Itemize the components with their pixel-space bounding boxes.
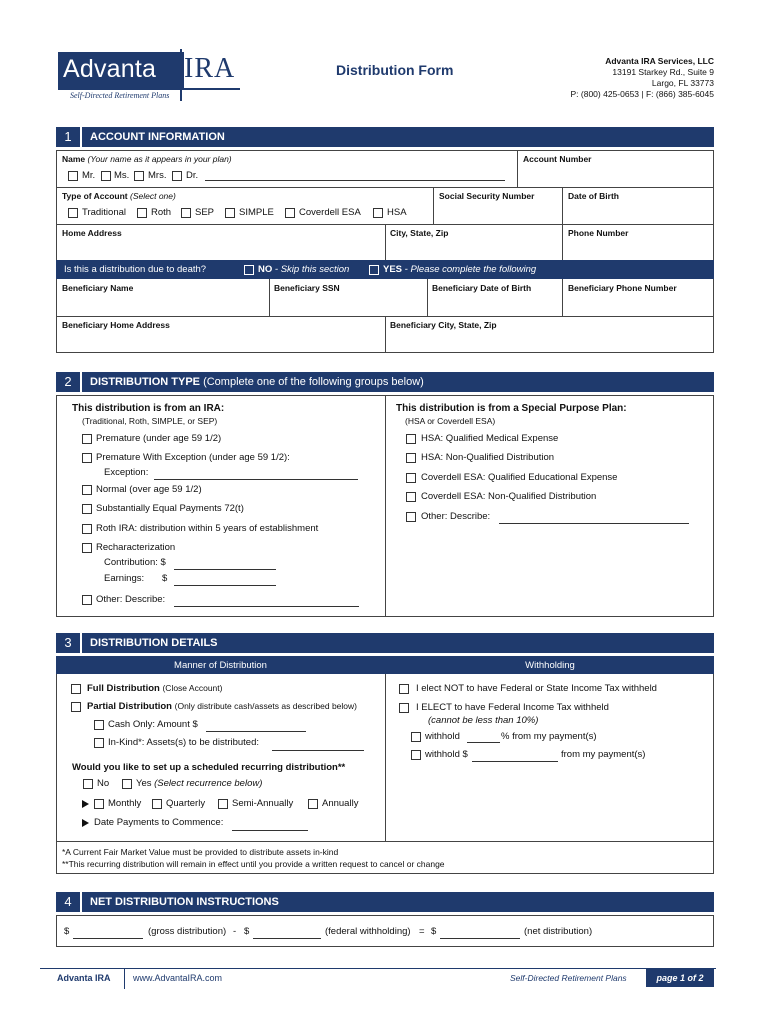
elect-not-withhold-label: I elect NOT to have Federal or State Income Tax withheld [416,683,657,694]
type-simple-label: SIMPLE [239,207,274,218]
in-kind-checkbox[interactable] [94,738,104,748]
dob-label: Date of Birth [568,191,619,201]
name-input-line[interactable] [205,180,505,181]
salutation-mr-checkbox[interactable] [68,171,78,181]
ira-other-checkbox[interactable] [82,595,92,605]
partial-distribution-label: Partial Distribution (Only distribute cash/assets as described below) [87,701,357,712]
company-address-line2: Largo, FL 33773 [651,78,714,88]
net-input-line[interactable] [440,938,520,939]
federal-label: (federal withholding) [325,926,411,937]
withhold-percent-checkbox[interactable] [411,732,421,742]
net-label: (net distribution) [524,926,593,937]
recurring-yes-label: Yes (Select recurrence below) [136,778,263,789]
account-number-label: Account Number [523,154,592,164]
hsa-qualified-label: HSA: Qualified Medical Expense [421,433,559,444]
hsa-qualified-checkbox[interactable] [406,434,416,444]
beneficiary-phone-label: Beneficiary Phone Number [568,283,677,293]
equals-sign: = [419,926,425,937]
logo-ira-text: IRA [184,53,236,84]
beneficiary-dob-label: Beneficiary Date of Birth [432,283,532,293]
elect-withhold-checkbox[interactable] [399,703,409,713]
premature-exception-label: Premature With Exception (under age 59 1/2): [96,452,290,463]
freq-monthly-checkbox[interactable] [94,799,104,809]
logo-underline [58,88,240,90]
spp-other-label: Other: Describe: [421,511,491,522]
premature-exception-checkbox[interactable] [82,453,92,463]
earnings-label: Earnings: [104,573,145,584]
federal-dollar: $ [244,926,250,937]
footer-url[interactable]: www.AdvantaIRA.com [133,973,223,983]
recurring-no-checkbox[interactable] [83,779,93,789]
arrow-right-icon [82,819,89,827]
date-commence-input-line[interactable] [232,830,308,831]
salutation-mrs-checkbox[interactable] [134,171,144,181]
withhold-percent-input-line[interactable] [467,742,500,743]
freq-annually-checkbox[interactable] [308,799,318,809]
cesa-qualified-label: Coverdell ESA: Qualified Educational Expense [421,472,618,483]
premature-checkbox[interactable] [82,434,92,444]
footer-tagline: Self-Directed Retirement Plans [510,973,627,983]
recharacterization-label: Recharacterization [96,542,176,553]
note-recurring: **This recurring distribution will remain in effect until you provide a written request to cancel or change [62,859,445,869]
earnings-dollar: $ [162,573,168,584]
hsa-nonqualified-checkbox[interactable] [406,453,416,463]
account-type-label: Type of Account (Select one) [62,191,176,201]
freq-monthly-label: Monthly [108,798,142,809]
sepp-label: Substantially Equal Payments 72(t) [96,503,244,514]
normal-label: Normal (over age 59 1/2) [96,484,202,495]
footer-page-number: page 1 of 2 [646,969,714,987]
type-coverdell-checkbox[interactable] [285,208,295,218]
type-roth-label: Roth [151,207,172,218]
ira-subheading: (Traditional, Roth, SIMPLE, or SEP) [82,416,218,426]
type-roth-checkbox[interactable] [137,208,147,218]
contribution-label: Contribution: $ [104,557,166,568]
beneficiary-ssn-label: Beneficiary SSN [274,283,340,293]
withhold-amount-checkbox[interactable] [411,750,421,760]
logo-advanta-text: Advanta [63,55,157,83]
withhold-amount-label-b: from my payment(s) [561,749,646,760]
name-label: Name (Your name as it appears in your plan) [62,154,232,164]
type-coverdell-label: Coverdell ESA [299,207,361,218]
type-hsa-label: HSA [387,207,407,218]
city-state-zip-label: City, State, Zip [390,228,449,238]
contribution-input-line[interactable] [174,569,276,570]
footer-rule [40,968,716,969]
date-commence-label: Date Payments to Commence: [94,817,224,828]
ira-heading: This distribution is from an IRA: [72,403,225,414]
death-yes-checkbox[interactable] [369,265,379,275]
cash-only-label: Cash Only: Amount $ [108,719,198,730]
ira-other-input-line[interactable] [174,606,359,607]
recurring-no-label: No [97,778,110,789]
cash-amount-input-line[interactable] [206,731,306,732]
withhold-percent-label-b: % from my payment(s) [501,731,597,742]
logo-tagline: Self-Directed Retirement Plans [70,91,170,100]
salutation-mr-label: Mr. [82,170,96,181]
recharacterization-checkbox[interactable] [82,543,92,553]
company-phone-fax: P: (800) 425-0653 | F: (866) 385-6045 [570,89,714,99]
company-name: Advanta IRA Services, LLC [605,56,714,66]
salutation-ms-label: Ms. [114,170,130,181]
company-address-line1: 13191 Starkey Rd., Suite 9 [612,67,714,77]
section-1-number: 1 [56,127,80,147]
phone-number-label: Phone Number [568,228,629,238]
salutation-dr-checkbox[interactable] [172,171,182,181]
cash-only-checkbox[interactable] [94,720,104,730]
footer-brand: Advanta IRA [57,973,111,983]
withhold-amount-label-a: withhold $ [425,749,468,760]
spp-heading: This distribution is from a Special Purpose Plan: [396,403,627,414]
elect-withhold-hint: (cannot be less than 10%) [428,715,539,726]
freq-annually-label: Annually [322,798,359,809]
type-traditional-label: Traditional [82,207,127,218]
section-4-number: 4 [56,892,80,912]
section-1-title: ACCOUNT INFORMATION [82,127,714,147]
section-2-number: 2 [56,372,80,392]
arrow-right-icon [82,800,89,808]
spp-subheading: (HSA or Coverdell ESA) [405,416,496,426]
exception-label: Exception: [104,467,149,478]
in-kind-input-line[interactable] [272,750,364,751]
spp-other-checkbox[interactable] [406,512,416,522]
freq-quarterly-checkbox[interactable] [152,799,162,809]
cesa-nonqualified-checkbox[interactable] [406,492,416,502]
withhold-amount-input-line[interactable] [472,761,558,762]
premature-label: Premature (under age 59 1/2) [96,433,222,444]
in-kind-label: In-Kind*: Assets(s) to be distributed: [108,737,260,748]
gross-dollar: $ [64,926,70,937]
partial-distribution-checkbox[interactable] [71,702,81,712]
elect-not-withhold-checkbox[interactable] [399,684,409,694]
spp-other-input-line[interactable] [499,523,689,524]
hsa-nonqualified-label: HSA: Non-Qualified Distribution [421,452,555,463]
death-question-label: Is this a distribution due to death? [64,264,207,275]
beneficiary-city-label: Beneficiary City, State, Zip [390,320,497,330]
freq-semiannually-checkbox[interactable] [218,799,228,809]
type-sep-checkbox[interactable] [181,208,191,218]
federal-input-line[interactable] [253,938,321,939]
sepp-checkbox[interactable] [82,504,92,514]
recurring-yes-checkbox[interactable] [122,779,132,789]
roth5-checkbox[interactable] [82,524,92,534]
gross-label: (gross distribution) [148,926,227,937]
death-no-label: NO - Skip this section [258,264,350,275]
minus-sign: - [233,926,237,937]
full-distribution-label: Full Distribution (Close Account) [87,683,223,694]
full-distribution-checkbox[interactable] [71,684,81,694]
freq-semiannually-label: Semi-Annually [232,798,294,809]
death-no-checkbox[interactable] [244,265,254,275]
type-hsa-checkbox[interactable] [373,208,383,218]
ssn-label: Social Security Number [439,191,535,201]
elect-withhold-label: I ELECT to have Federal Income Tax withheld [416,702,609,713]
type-simple-checkbox[interactable] [225,208,235,218]
section-3-number: 3 [56,633,80,653]
salutation-ms-checkbox[interactable] [101,171,111,181]
type-traditional-checkbox[interactable] [68,208,78,218]
section-2-title: DISTRIBUTION TYPE (Complete one of the following groups below) [82,372,714,392]
home-address-label: Home Address [62,228,122,238]
withholding-heading: Withholding [525,660,575,671]
exception-input-line[interactable] [154,479,358,480]
beneficiary-address-label: Beneficiary Home Address [62,320,170,330]
ira-other-label: Other: Describe: [96,594,166,605]
death-yes-label: YES - Please complete the following [383,264,537,275]
footer-divider [124,969,125,989]
type-sep-label: SEP [195,207,215,218]
cesa-qualified-checkbox[interactable] [406,473,416,483]
beneficiary-name-label: Beneficiary Name [62,283,134,293]
note-in-kind: *A Current Fair Market Value must be provided to distribute assets in-kind [62,847,339,857]
cesa-nonqualified-label: Coverdell ESA: Non-Qualified Distribution [421,491,597,502]
section-4-title: NET DISTRIBUTION INSTRUCTIONS [82,892,714,912]
recurring-question: Would you like to set up a scheduled recurring distribution** [72,762,346,773]
salutation-dr-label: Dr. [186,170,199,181]
manner-heading: Manner of Distribution [174,660,267,671]
gross-input-line[interactable] [73,938,143,939]
freq-quarterly-label: Quarterly [166,798,206,809]
salutation-mrs-label: Mrs. [148,170,167,181]
roth5-label: Roth IRA: distribution within 5 years of establishment [96,523,319,534]
normal-checkbox[interactable] [82,485,92,495]
earnings-input-line[interactable] [174,585,276,586]
withhold-percent-label-a: withhold [425,731,460,742]
net-dollar: $ [431,926,437,937]
form-title: Distribution Form [336,62,454,78]
logo-divider [180,49,182,101]
section-3-title: DISTRIBUTION DETAILS [82,633,714,653]
